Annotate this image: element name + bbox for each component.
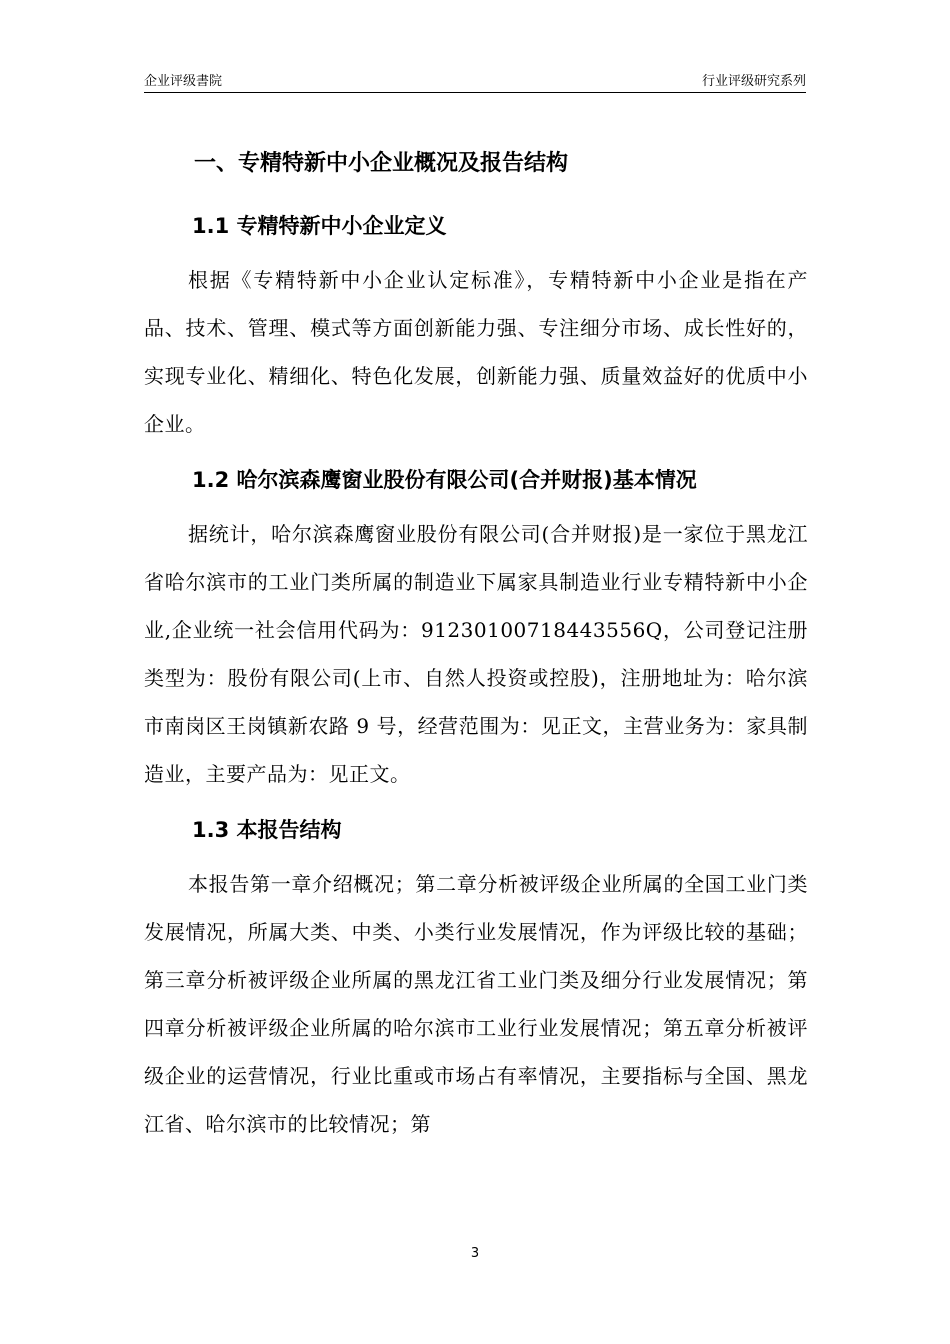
- section-paragraph-1-2: 据统计，哈尔滨森鹰窗业股份有限公司(合并财报)是一家位于黑龙江省哈尔滨市的工业门类所属的制造业下属家具制造业行业专精特新中小企业,企业统一社会信用代码为：91230100718443556Q，公司登记注册类型为：股份有限公司(上市、自然人投资或控股)，注册地址为：哈尔滨市南岗区王岗镇新农路 9 号，经营范围为：见正文，主营业务为：家具制造业，主要产品为：见正文。: [144, 522, 808, 786]
- header-left-title: 企业评级書院: [144, 74, 223, 89]
- section-heading-1-2: 1.2 哈尔滨森鹰窗业股份有限公司(合并财报)基本情况: [192, 468, 697, 492]
- page-content: [144, 140, 808, 1158]
- section-heading-1-3: 1.3 本报告结构: [192, 818, 342, 842]
- section-paragraph-1-1: 根据《专精特新中小企业认定标准》，专精特新中小企业是指在产品、技术、管理、模式等方面创新能力强、专注细分市场、成长性好的，实现专业化、精细化、特色化发展，创新能力强、质量效益好的优质中小企业。: [144, 268, 808, 436]
- page-number: 3: [470, 1246, 480, 1261]
- page-header: [144, 68, 806, 93]
- chapter-title: 一、专精特新中小企业概况及报告结构: [194, 151, 569, 176]
- section-paragraph-1-3: 本报告第一章介绍概况；第二章分析被评级企业所属的全国工业门类发展情况，所属大类、中类、小类行业发展情况，作为评级比较的基础；第三章分析被评级企业所属的黑龙江省工业门类及细分行业发展情况；第四章分析被评级企业所属的哈尔滨市工业行业发展情况；第五章分析被评级企业的运营情况，行业比重或市场占有率情况，主要指标与全国、黑龙江省、哈尔滨市的比较情况；第: [144, 872, 808, 1136]
- section-heading-1-1: 1.1 专精特新中小企业定义: [192, 214, 447, 238]
- header-right-title: 行业评级研究系列: [701, 74, 806, 89]
